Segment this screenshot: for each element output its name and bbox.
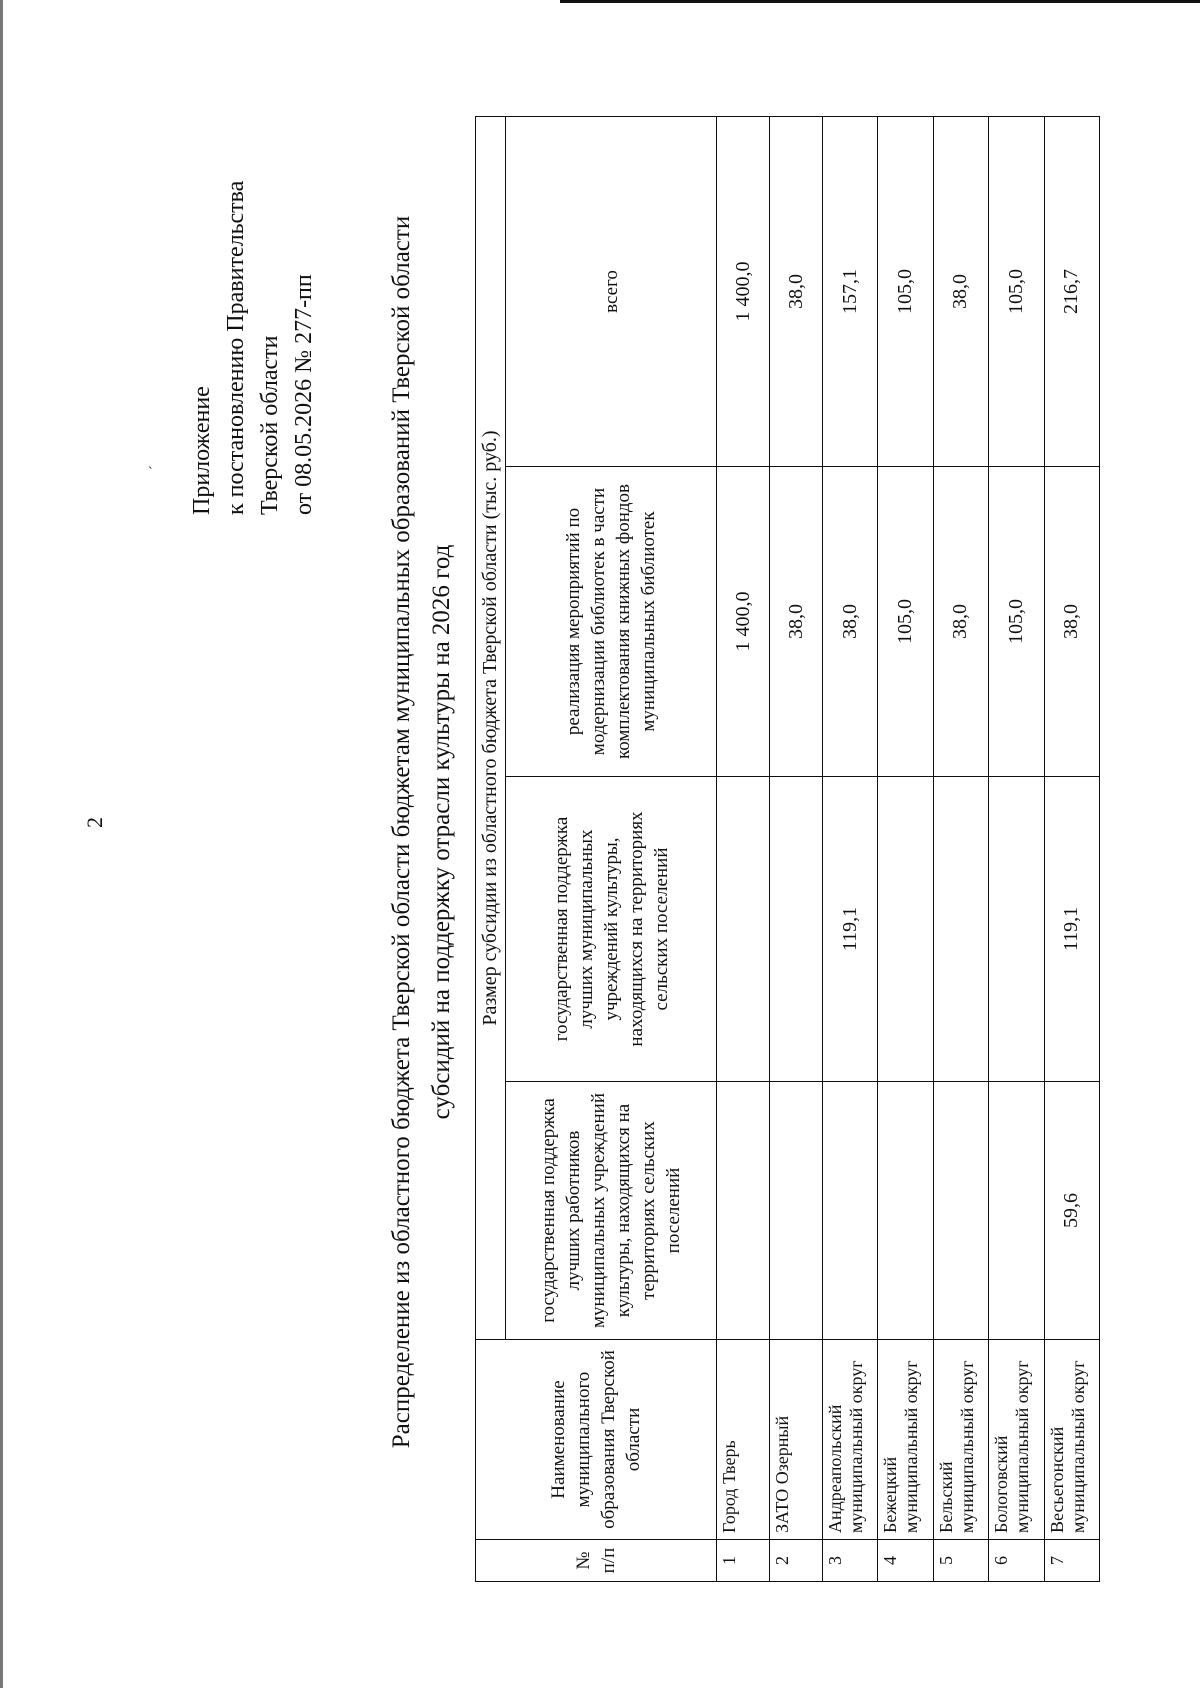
row-institutions-support: [717, 777, 770, 1082]
row-workers-support: [717, 1082, 770, 1340]
row-total: 38,0: [933, 116, 988, 466]
row-library-modernization: 38,0: [770, 467, 823, 777]
row-number: 6: [989, 1540, 1044, 1582]
row-total: 157,1: [823, 116, 878, 466]
row-number: 2: [770, 1540, 823, 1582]
row-institutions-support: 119,1: [1044, 777, 1099, 1082]
row-institutions-support: [878, 777, 933, 1082]
document-title: [382, 52, 462, 1612]
row-workers-support: [770, 1082, 823, 1340]
stray-mark: ´: [148, 465, 163, 470]
row-library-modernization: 38,0: [933, 467, 988, 777]
table-row: [878, 116, 933, 1581]
table-row: [717, 116, 770, 1581]
scan-edge-top: [560, 0, 1200, 3]
table-body: [717, 116, 1100, 1581]
row-workers-support: [989, 1082, 1044, 1340]
row-library-modernization: 105,0: [878, 467, 933, 777]
row-institutions-support: [933, 777, 988, 1082]
row-number: 3: [823, 1540, 878, 1582]
row-total: 105,0: [989, 116, 1044, 466]
row-municipality: ЗАТО Озерный: [770, 1340, 823, 1540]
row-workers-support: [878, 1082, 933, 1340]
header-institutions-support: государственная поддержка лучших муниципальных учреждений культуры, находящихся на территориях сельских поселений: [506, 777, 717, 1082]
row-total: 38,0: [770, 116, 823, 466]
row-institutions-support: [989, 777, 1044, 1082]
appendix-line: Приложение: [189, 386, 215, 515]
row-municipality: Андреапольский муниципальный округ: [823, 1340, 878, 1540]
appendix-block: [185, 181, 321, 515]
row-library-modernization: 105,0: [989, 467, 1044, 777]
appendix-line: к постановлению Правительства: [223, 180, 249, 515]
header-total: всего: [506, 116, 717, 466]
row-library-modernization: 38,0: [1044, 467, 1099, 777]
row-total: 216,7: [1044, 116, 1099, 466]
row-number: 1: [717, 1540, 770, 1582]
table-header: [476, 116, 717, 1581]
header-subsidy-group: Размер субсидии из областного бюджета Тверской области (тыс. руб.): [476, 116, 506, 1339]
scan-edge-left: [0, 0, 3, 1688]
header-name: Наименование муниципального образования Тверской области: [476, 1340, 717, 1540]
row-number: 5: [933, 1540, 988, 1582]
table-row: [770, 116, 823, 1581]
appendix-line: от 08.05.2026 № 277-пп: [291, 274, 317, 515]
table-row: [989, 116, 1044, 1581]
row-municipality: Бельский муниципальный округ: [933, 1340, 988, 1540]
table-row: [823, 116, 878, 1581]
row-library-modernization: 38,0: [823, 467, 878, 777]
subsidy-table: [475, 116, 1100, 1582]
title-line: Распределение из областного бюджета Тверской области бюджетам муниципальных образований Тверской области: [388, 215, 415, 1449]
row-institutions-support: 119,1: [823, 777, 878, 1082]
row-municipality: Бежецкий муниципальный округ: [878, 1340, 933, 1540]
row-number: 4: [878, 1540, 933, 1582]
table-row: [1044, 116, 1099, 1581]
row-total: 105,0: [878, 116, 933, 466]
title-line: субсидий на поддержку отрасли культуры на 2026 год: [428, 544, 455, 1120]
row-workers-support: [933, 1082, 988, 1340]
header-workers-support: государственная поддержка лучших работников муниципальных учреждений культуры, находящихся на территориях сельских поселений: [506, 1082, 717, 1340]
row-workers-support: 59,6: [1044, 1082, 1099, 1340]
row-workers-support: [823, 1082, 878, 1340]
header-num: № п/п: [476, 1540, 717, 1582]
row-municipality: Бологовский муниципальный округ: [989, 1340, 1044, 1540]
table-row: [933, 116, 988, 1581]
appendix-line: Тверской области: [257, 335, 283, 515]
row-total: 1 400,0: [717, 116, 770, 466]
row-municipality: Весьегонский муниципальный округ: [1044, 1340, 1099, 1540]
header-library-modernization: реализация мероприятий по модернизации библиотек в части комплектования книжных фондов муниципальных библиотек: [506, 467, 717, 777]
row-library-modernization: 1 400,0: [717, 467, 770, 777]
row-number: 7: [1044, 1540, 1099, 1582]
page-number: 2: [82, 817, 107, 828]
row-municipality: Город Тверь: [717, 1340, 770, 1540]
row-institutions-support: [770, 777, 823, 1082]
